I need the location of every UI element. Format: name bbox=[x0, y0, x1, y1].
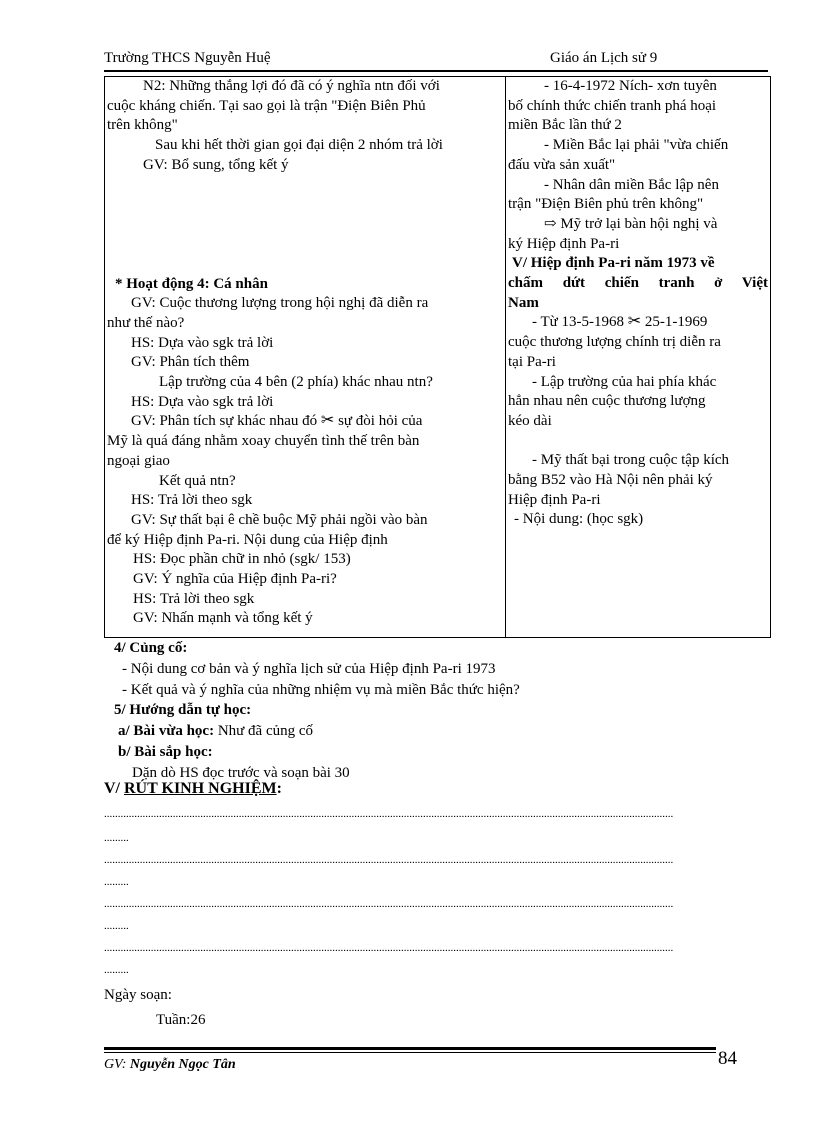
text-line: bố chính thức chiến tranh phá hoại bbox=[508, 97, 717, 114]
text-line: bằng B52 vào Hà Nội nên phải ký bbox=[508, 472, 713, 489]
text-line: ngoại giao bbox=[107, 452, 170, 469]
lesson-wrapup bbox=[104, 638, 764, 784]
text-line: b/ Bài sắp học: bbox=[118, 743, 213, 760]
text-line: - Lập trường của hai phía khác bbox=[532, 373, 717, 390]
fill-in-line: ............................................................................................................................................................................................................... bbox=[104, 942, 674, 954]
fill-in-line: ......... bbox=[104, 832, 129, 844]
fill-in-line: ............................................................................................................................................................................................................... bbox=[104, 808, 674, 820]
text-line: - Kết quả và ý nghĩa của những nhiệm vụ mà miền Bắc thức hiện? bbox=[122, 681, 520, 698]
text-line: miền Bắc lần thứ 2 bbox=[508, 117, 622, 134]
text-line: Kết quả ntn? bbox=[159, 472, 236, 489]
text-line: Lập trường của 4 bên (2 phía) khác nhau ntn? bbox=[159, 374, 433, 391]
self-study-heading: 5/ Hướng dẫn tự học: bbox=[114, 702, 252, 719]
subject-title: Giáo án Lịch sử 9 bbox=[550, 50, 658, 66]
text-line: GV: Sự thất bại ê chề buộc Mỹ phải ngồi vào bàn bbox=[131, 511, 428, 528]
header-divider bbox=[104, 70, 768, 72]
text-line: - Miền Bắc lại phải "vừa chiến bbox=[544, 137, 729, 154]
teacher-student-activities-column bbox=[105, 77, 506, 638]
fill-in-line: ............................................................................................................................................................................................................... bbox=[104, 898, 674, 910]
scissors-icon: ✂ bbox=[627, 313, 642, 331]
text-line: như thế nào? bbox=[107, 314, 185, 331]
text-line: HS: Trả lời theo sgk bbox=[131, 492, 253, 509]
fill-in-line: ......... bbox=[104, 876, 129, 888]
preparation-date-label: Ngày soạn: bbox=[104, 987, 172, 1003]
text-line: hẳn nhau nên cuộc thương lượng bbox=[508, 393, 706, 410]
section-v-heading: chấm dứt chiến tranh ở Việt bbox=[508, 275, 768, 292]
fill-in-line: ......... bbox=[104, 964, 129, 976]
text-line: ký Hiệp định Pa-ri bbox=[508, 235, 620, 252]
scissors-icon: ✂ bbox=[320, 412, 335, 430]
text-line: - Nội dung cơ bản và ý nghĩa lịch sử của Hiệp định Pa-ri 1973 bbox=[122, 660, 496, 677]
text-line: - 16-4-1972 Ních- xơn tuyên bbox=[544, 78, 717, 94]
arrow-right-icon: ⇨ bbox=[544, 215, 557, 232]
page-number: 84 bbox=[718, 1048, 737, 1069]
text-line: Hiệp định Pa-ri bbox=[508, 491, 601, 508]
text-line: GV: Cuộc thương lượng trong hội nghị đã diễn ra bbox=[131, 295, 429, 312]
text-line: đấu vừa sản xuất" bbox=[508, 156, 616, 173]
footer-teacher: GV: Nguyễn Ngọc Tân bbox=[104, 1057, 236, 1072]
text-line: cuộc kháng chiến. Tại sao gọi là trận "Điện Biên Phủ bbox=[107, 97, 426, 114]
text-line: GV: Nhấn mạnh và tổng kết ý bbox=[133, 610, 313, 627]
fill-in-line: ......... bbox=[104, 920, 129, 932]
section-v-heading: Nam bbox=[508, 294, 539, 311]
text-line: - Nhân dân miền Bắc lập nên bbox=[544, 176, 719, 193]
text-line: ⇨ Mỹ trở lại bàn hội nghị và bbox=[508, 215, 768, 235]
group2-question: N2: Những thắng lợi đó đã có ý nghĩa ntn đối với bbox=[143, 78, 440, 94]
text-line: Sau khi hết thời gian gọi đại diện 2 nhóm trả lời bbox=[155, 137, 443, 154]
text-line: Mỹ là quá đáng nhằm xoay chuyển tình thế trên bàn bbox=[107, 433, 420, 450]
text-line: - Từ 13-5-1968 ✂ 25-1-1969 bbox=[532, 313, 708, 331]
page-header bbox=[104, 50, 764, 72]
footer-divider bbox=[104, 1052, 716, 1053]
school-name: Trường THCS Nguyễn Huệ bbox=[104, 50, 271, 66]
consolidation-heading: 4/ Củng cố: bbox=[114, 640, 188, 656]
text-line: trên không" bbox=[107, 117, 178, 134]
text-line: HS: Trả lời theo sgk bbox=[133, 590, 255, 607]
text-line: tại Pa-ri bbox=[508, 353, 556, 370]
text-line: a/ Bài vừa học: Như đã củng cố bbox=[118, 723, 314, 740]
text-line: HS: Đọc phần chữ in nhỏ (sgk/ 153) bbox=[133, 551, 351, 568]
text-line: HS: Dựa vào sgk trả lời bbox=[131, 334, 274, 351]
text-line: Dặn dò HS đọc trước và soạn bài 30 bbox=[132, 764, 350, 781]
lesson-table bbox=[104, 76, 771, 638]
text-line: HS: Dựa vào sgk trả lời bbox=[131, 393, 274, 410]
text-line: GV: Ý nghĩa của Hiệp định Pa-ri? bbox=[133, 571, 337, 588]
text-line: để ký Hiệp định Pa-ri. Nội dung của Hiệp định bbox=[107, 531, 388, 548]
text-line: - Mỹ thất bại trong cuộc tập kích bbox=[532, 452, 730, 469]
blank-space bbox=[107, 176, 503, 275]
text-line: trận "Điện Biên phủ trên không" bbox=[508, 196, 704, 213]
table-row bbox=[105, 77, 771, 638]
experience-heading: V/ RÚT KINH NGHIỆM: bbox=[104, 780, 282, 797]
text-line: GV: Phân tích thêm bbox=[131, 354, 250, 371]
text-line: - Nội dung: (học sgk) bbox=[514, 511, 644, 528]
section-v-heading: V/ Hiệp định Pa-ri năm 1973 về bbox=[512, 255, 715, 272]
content-column bbox=[506, 77, 771, 638]
week-label: Tuần:26 bbox=[156, 1012, 206, 1028]
footer-divider bbox=[104, 1047, 716, 1050]
text-line: GV: Phân tích sự khác nhau đó ✂ sự đòi hỏi của bbox=[131, 412, 423, 430]
text-line: kéo dài bbox=[508, 412, 552, 429]
text-line: GV: Bổ sung, tổng kết ý bbox=[143, 156, 289, 173]
blank-space bbox=[508, 432, 768, 452]
fill-in-line: ............................................................................................................................................................................................................... bbox=[104, 854, 674, 866]
text-line: cuộc thương lượng chính trị diễn ra bbox=[508, 334, 721, 351]
activity-4-heading: * Hoạt động 4: Cá nhân bbox=[115, 275, 268, 292]
